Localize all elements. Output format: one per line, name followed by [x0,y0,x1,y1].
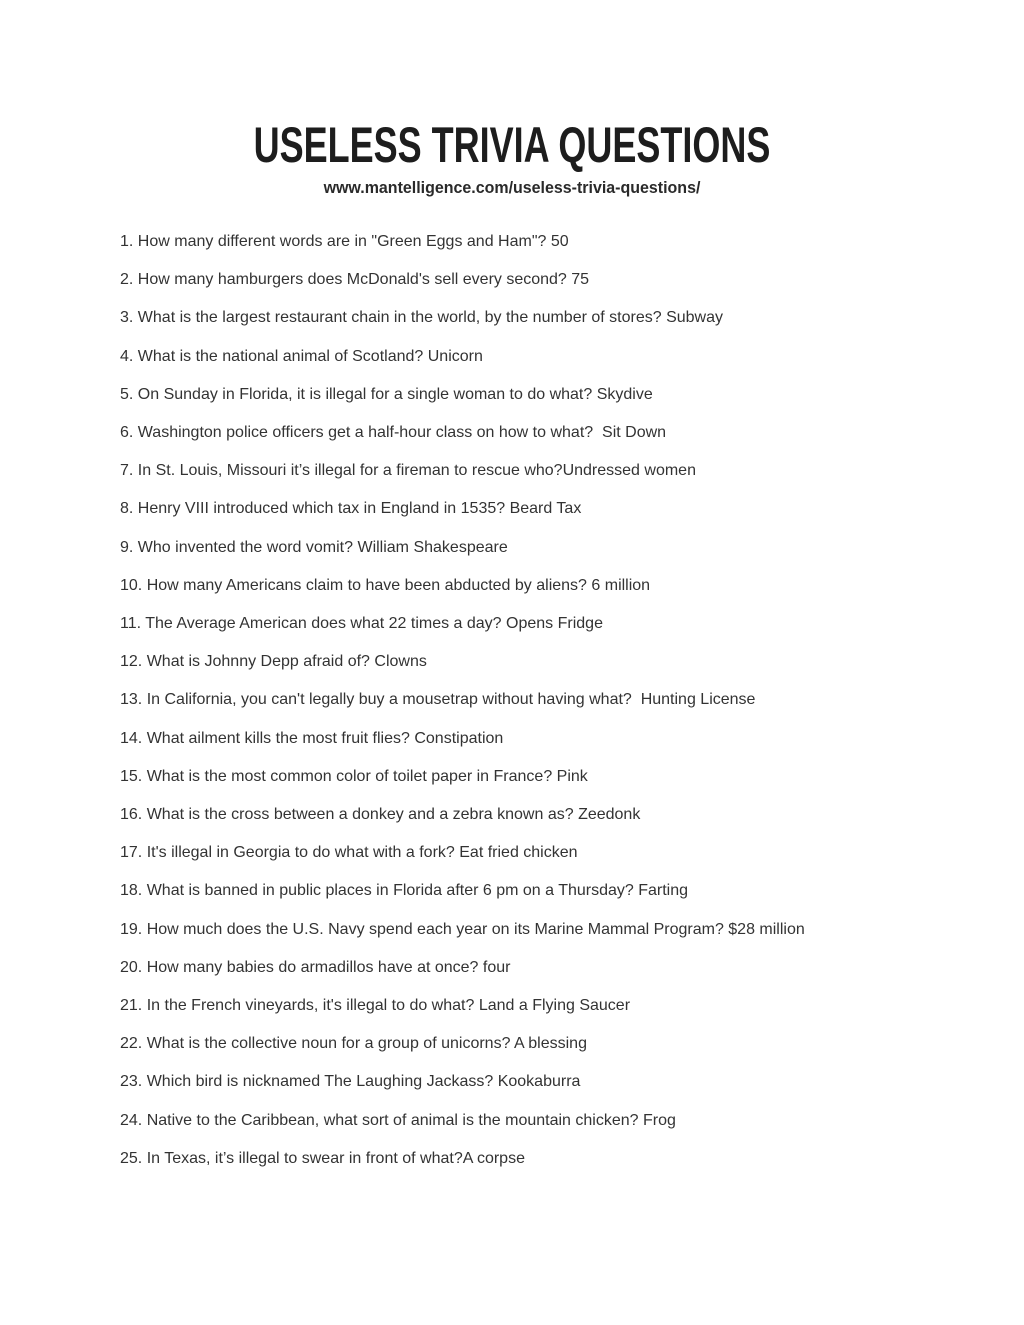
trivia-question-item [120,308,934,327]
question-text: What is the cross between a donkey and a zebra known as? Zeedonk [146,806,641,824]
question-number: 16. [120,806,143,824]
trivia-question-item [120,652,934,671]
trivia-question-item [120,767,934,786]
question-text: How many different words are in "Green Eggs and Ham"? 50 [137,233,569,250]
question-text: What is the collective noun for a group of unicorns? A blessing [146,1035,587,1053]
trivia-question-list [120,232,934,1168]
question-text: In St. Louis, Missouri it’s illegal for a fireman to rescue who?Undressed women [137,462,696,480]
question-text: Henry VIII introduced which tax in England in 1535? Beard Tax [137,500,582,518]
trivia-question-item [120,270,934,289]
question-text: What ailment kills the most fruit flies? Constipation [146,729,504,747]
question-number: 23. [120,1073,143,1091]
page-title: USELESS TRIVIA QUESTIONS [253,117,771,173]
question-number: 1. [120,233,134,250]
trivia-question-item [120,1149,934,1168]
question-text: What is the national animal of Scotland? Unicorn [137,347,483,365]
question-number: 6. [120,424,134,442]
question-text: What is banned in public places in Florida after 6 pm on a Thursday? Farting [146,882,689,900]
trivia-question-item [120,576,934,595]
question-number: 24. [120,1111,143,1129]
question-number: 18. [120,882,143,900]
question-number: 12. [120,653,143,671]
question-number: 22. [120,1035,143,1053]
trivia-question-item [120,614,934,633]
trivia-question-item [120,958,934,977]
question-number: 13. [120,691,143,709]
question-text: How many Americans claim to have been abducted by aliens? 6 million [146,576,651,594]
question-number: 9. [120,538,134,556]
question-text: How much does the U.S. Navy spend each year on its Marine Mammal Program? $28 million [146,920,805,938]
trivia-question-item [120,232,934,251]
trivia-question-item [120,729,934,748]
question-text: Washington police officers get a half-hour class on how to what? Sit Down [137,424,667,442]
trivia-question-item [120,1034,934,1053]
trivia-question-item [120,996,934,1015]
question-text: What is Johnny Depp afraid of? Clowns [146,653,427,671]
question-number: 21. [120,997,143,1015]
question-text: How many hamburgers does McDonald's sell every second? 75 [137,271,590,289]
question-text: Who invented the word vomit? William Shakespeare [137,538,508,556]
question-number: 14. [120,729,143,747]
question-text: In California, you can't legally buy a mousetrap without having what? Hunting License [146,691,756,709]
trivia-question-item [120,805,934,824]
question-number: 7. [120,462,134,480]
question-text: In Texas, it’s illegal to swear in front of what?A corpse [146,1149,525,1167]
document-header [0,0,1024,196]
question-number: 20. [120,958,143,976]
question-number: 2. [120,271,134,289]
trivia-question-item [120,385,934,404]
question-text: Which bird is nicknamed The Laughing Jackass? Kookaburra [146,1073,581,1091]
question-text: On Sunday in Florida, it is illegal for a single woman to do what? Skydive [137,385,653,403]
trivia-question-item [120,1072,934,1091]
question-number: 19. [120,920,143,938]
trivia-question-item [120,843,934,862]
question-text: The Average American does what 22 times a day? Opens Fridge [145,615,603,633]
question-text: In the French vineyards, it's illegal to do what? Land a Flying Saucer [146,997,631,1015]
trivia-question-item [120,461,934,480]
trivia-question-item [120,881,934,900]
question-number: 25. [120,1149,143,1167]
trivia-question-item [120,423,934,442]
question-text: How many babies do armadillos have at once? four [146,958,511,976]
question-text: What is the largest restaurant chain in the world, by the number of stores? Subway [137,309,723,327]
question-text: It's illegal in Georgia to do what with a fork? Eat fried chicken [146,844,578,862]
trivia-question-item [120,347,934,366]
question-number: 17. [120,844,143,862]
question-number: 8. [120,500,134,518]
question-number: 11. [120,615,142,633]
question-number: 15. [120,767,143,785]
question-number: 5. [120,385,134,403]
source-url: www.mantelligence.com/useless-trivia-questions/ [323,178,701,197]
trivia-question-item [120,690,934,709]
trivia-question-item [120,1111,934,1130]
trivia-question-item [120,920,934,939]
question-text: What is the most common color of toilet paper in France? Pink [146,767,588,785]
question-number: 4. [120,347,134,365]
trivia-question-item [120,499,934,518]
trivia-question-item [120,538,934,557]
question-number: 10. [120,576,143,594]
question-number: 3. [120,309,134,327]
question-text: Native to the Caribbean, what sort of animal is the mountain chicken? Frog [146,1111,676,1129]
